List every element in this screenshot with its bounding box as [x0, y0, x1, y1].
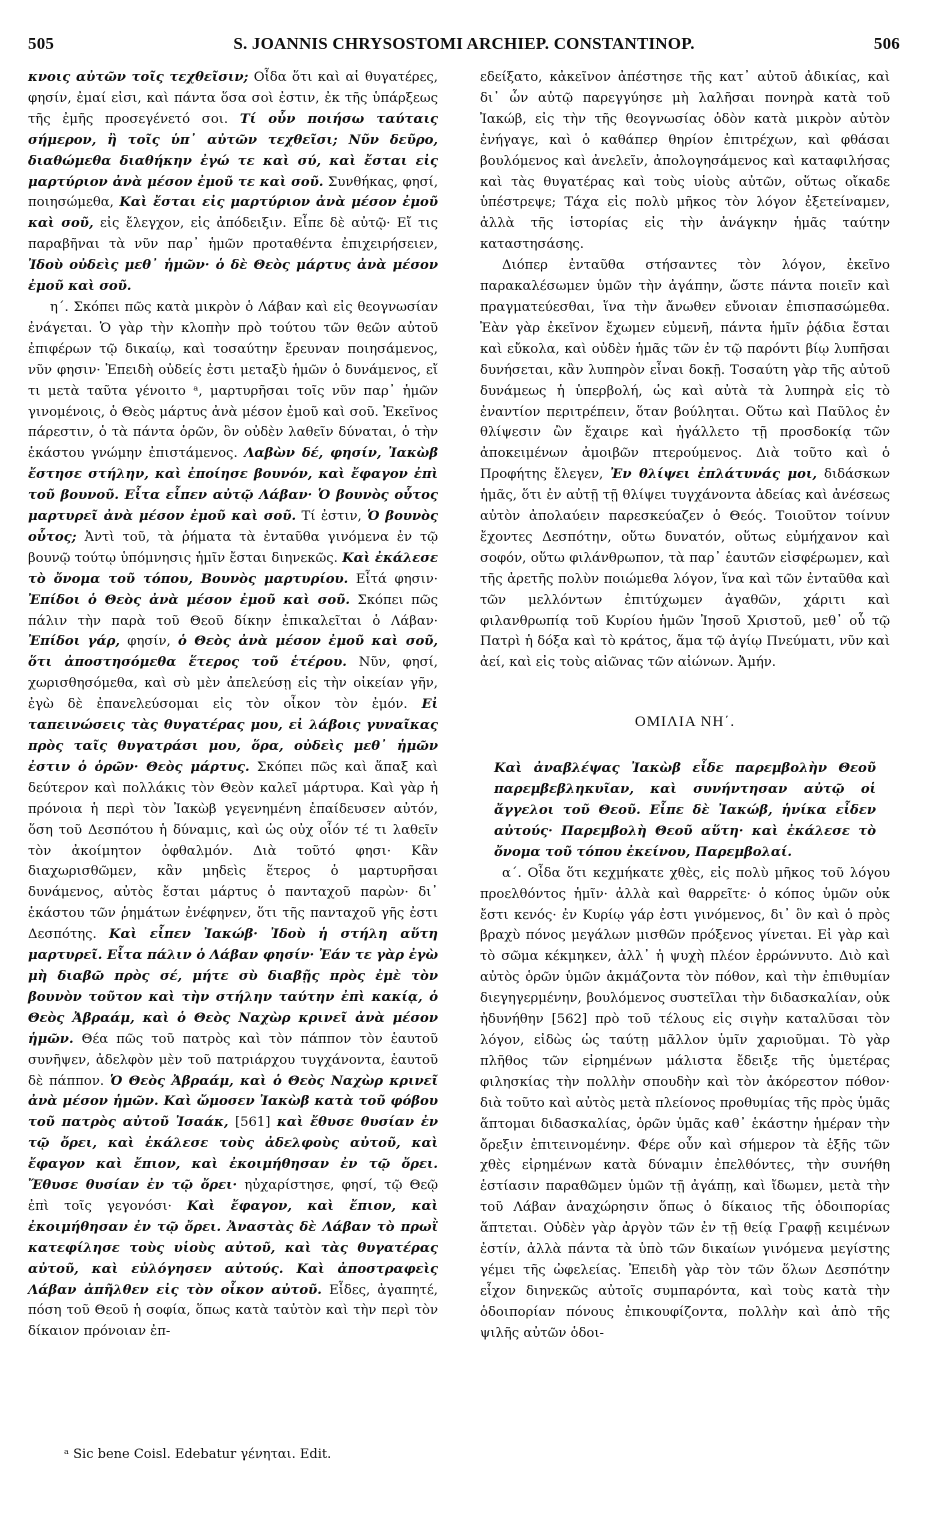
scripture-quote: Καὶ εἶπεν Ἰακώβ· Ἰδοὺ ἡ στήλη αὕτη μαρτυρεῖ. Εἶτα πάλιν ὁ Λάβαν φησίν· Ἐάν τε γὰρ ἐγὼ μὴ διαβῶ πρὸς σέ, μήτε σὺ διαβῇς πρὸς ἐμὲ τὸν βουνὸν τοῦτον καὶ τὴν στήλην ταύτην ἐπὶ κακίᾳ, ὁ Θεὸς Ἀβραάμ, καὶ ὁ Θεὸς Ναχὼρ κρινεῖ ἀνὰ μέσον ἡμῶν. [28, 927, 438, 1047]
scripture-quote: κνοις αὐτῶν τοῖς τεχθεῖσιν; [28, 70, 249, 85]
scripture-quote: Ἰδοὺ οὐδεὶς μεθ᾽ ἡμῶν· ὁ δὲ Θεὸς μάρτυς ἀνὰ μέσον ἐμοῦ καὶ σοῦ. [28, 258, 438, 295]
scripture-quote: Ἐν θλίψει ἐπλάτυνάς μοι, [610, 467, 817, 483]
text-run: Σκόπει πῶς καὶ ἅπαξ καὶ δεύτερον καὶ πολλάκις τὸν Θεὸν καλεῖ μάρτυρα. Καὶ γὰρ ἡ πρόνοια ἡ περὶ τὸν Ἰακὼβ γεγενημένη ἐπαίδευσεν αὐτόν, ὅση τοῦ Δεσπότου ἡ δύναμις, καὶ ὡς οὐχ οἷόν τέ τι λαθεῖν τὸν ἀκοίμητον ὀφθαλμόν. Διὰ τοῦτό φησι· Κἂν διαχωρισθῶμεν, κἂν μηδεὶς ἕτερος ὁ μαρτυρῆσαι δυνάμενος, αὐτὸς ἔσται μάρτυς ὁ πανταχοῦ παρὼν· δι᾽ ἑκάστου τῶν ῥημάτων ἐνέφηνεν, ὅτι τῆς πανταχοῦ γῆς ἐστι Δεσπότης. [28, 759, 438, 943]
page-number-left: 505 [28, 34, 55, 53]
page-number-right: 506 [873, 34, 900, 53]
paragraph-section-alpha: α΄. Οἶδα ὅτι κεχμήκατε χθὲς, εἰς πολὺ μῆκος τοῦ λόγου προελθόντος ἡμῖν· ἀλλὰ καὶ θαρρεῖτε· ὁ κόπος ὑμῶν οὐκ ἔστι κενός· ἐν Κυρίῳ γάρ ἐστι γινόμενος, δι᾽ ὃν καὶ ὁ πρὸς βραχὺ πόνος μεγάλων μισθῶν πρόξενος γίνεται. Εἰ γὰρ καὶ τὸ σῶμα κέκμηκεν, ἀλλ᾽ ἡ ψυχὴ πλέον ἐρρώννυτο. Διὸ καὶ αὐτὸς ὁρῶν ὑμῶν ἀκμάζοντα τὸν πόθον, καὶ τὴν ἐπιθυμίαν διεγηγερμένην, βουλόμενος συστεῖλαι τὴν διδασκαλίαν, οὐκ ἠδυνήθην [562] πρὸ τοῦ τέλους εἰς σιγὴν καταλῦσαι τὸν λόγον, εἰδὼς ὡς ταύτῃ μᾶλλον ὑμῖν χαριοῦμαι. Τὸ γὰρ πλῆθος τῶν εἰρημένων μάλιστα ἔδειξε τῆς ὑμετέρας φιλησκίας τὴν πολλὴν σπουδὴν καὶ τὸν ἀκόρεστον πόθον· διὰ τοῦτο καὶ αὐτὸς μετὰ πλείονος προθυμίας τῆς πρὸς ὑμᾶς ἅπτομαι διδασκαλίας, ὁρῶν ὑμᾶς καθ᾽ ἑκάστην ἡμέραν τὴν ὄρεξιν ἐπιτεινομένην. Φέρε οὖν καὶ σήμερον τὰ ἑξῆς τῶν χθὲς εἰρημένων κατὰ δύναμιν ἐπελθόντες, τὴν συνήθη ἑστίασιν παραθῶμεν ὑμῶν τῇ ἀγάπῃ, καὶ ἴδωμεν, μετὰ τὴν τοῦ Λάβαν ἀναχώρησιν ὅπως ὁ δίκαιος τῆς ὁδοιπορίας ἅπτεται. Οὐδὲν γὰρ ἀργὸν τῶν ἐν τῇ θείᾳ Γραφῇ κειμένων ἐστίν, ἀλλὰ πάντα τὰ ὑπὸ τῶν δικαίων γινόμενα μεγίστης γέμει τῆς ὠφελείας. Ἐπειδὴ γὰρ τὸν τῶν ὅλων Δεσπότην εἶχον διηνεκῶς αὐτοῖς συμπαρόντα, καὶ τοὺς κατὰ τὴν ὁδοιπορίαν πόνους ἐπικουφίζοντα, πολλὴν καὶ ἀπὸ τῆς ψιλῆς αὐτῶν ὁδοι- [480, 865, 890, 1341]
paragraph-exhortation [480, 256, 890, 674]
text-run: Σκόπει πῶς πάλιν τὴν παρὰ τοῦ Θεοῦ δίκην ἐπικαλεῖται ὁ Λάβαν· [28, 592, 438, 629]
scripture-quote: Καὶ ἔσται εἰς μαρτύριον ἀνὰ μέσον ἐμοῦ καὶ σοῦ, [28, 195, 438, 232]
right-column [480, 68, 890, 1345]
text-run: εἰς ἔλεγχον, εἰς ἀπόδειξιν. Εἶπε δὲ αὐτῷ· Εἴ τις παραβῆναι τὰ νῦν παρ᾽ ἡμῶν προταθέντα ἐπιχειρήσειεν, [28, 216, 439, 253]
text-run: η΄. Σκόπει πῶς κατὰ μικρὸν ὁ Λάβαν καὶ εἰς θεογνωσίαν ἐνάγεται. Ὁ γὰρ τὴν κλοπὴν πρὸ τούτου τῶν θεῶν αὐτοῦ ἐπιφέρων τῷ δικαίῳ, καὶ τοσαύτην ἔρευναν ποιησάμενος, νῦν φησιν· Ἐπειδὴ οὐδείς ἐστι μεταξὺ ἡμῶν ὁ δυνάμενος, εἴ τι μετὰ ταῦτα γένοιτο ᵃ, μαρτυρῆσαι τοῖς νῦν παρ᾽ ἡμῶν γινομένοις, ὁ Θεὸς μάρτυς ἀνὰ μέσον ἐμοῦ καὶ σοῦ. Ἐκεῖνος πάρεστιν, ὁ τὰ πάντα ὁρῶν, ὃν οὐδὲν λαθεῖν δύναται, ὁ τὴν ἑκάστου γνώμην ἐπιστάμενος. [28, 299, 438, 462]
text-run: Εἶδες, ἀγαπητέ, πόση τοῦ Θεοῦ ἡ σοφία, ὅπως κατὰ ταὐτὸν καὶ τὴν περὶ τὸν δίκαιον πρόνοιαν ἐπ- [28, 1282, 438, 1340]
text-run: Οἶδα ὅτι καὶ αἱ θυγατέρες, φησίν, ἐμαί εἰσι, καὶ πάντα ὅσα σοὶ ἐστιν, ἐκ τῆς ὑπάρξεως τῆς ἐμῆς προσεγένετό σοι. [28, 70, 438, 127]
text-run: φησίν, [119, 634, 178, 650]
text-run: [561] [228, 1115, 277, 1131]
scripture-quote: ὁ Θεὸς ἀνὰ μέσον ἐμοῦ καὶ σοῦ, ὅτι ἀποστησόμεθα ἕτερος τοῦ ἑτέρου. [28, 634, 438, 671]
scripture-quote: Εἰ ταπεινώσεις τὰς θυγατέρας μου, εἰ λάβοις γυναῖκας πρὸς ταῖς θυγατράσι μου, ὅρα, οὐδεὶς μεθ᾽ ἡμῶν ἐστιν ὁ ὁρῶν· Θεὸς μάρτυς. [28, 697, 438, 775]
paragraph-laban-covenant [28, 68, 438, 298]
text-run: διδάσκων ἡμᾶς, ὅτι ἐν αὐτῇ τῇ θλίψει τυγχάνοντα ἀδείας καὶ ἀνέσεως αὐτὸν ἀπολαύειν παρεσκεύαζεν ὁ Θεός. Τοιοῦτον τοίνυν ἔχοντες Δεσπότην, οὕτω δυνατόν, οὕτως εὐμήχανον καὶ σοφόν, οὕτω φιλάνθρωπον, τὰ παρ᾽ ἑαυτῶν εἰσφέρωμεν, καὶ τῆς ἀρετῆς πολὺν ποιώμεθα λόγον, ἵνα καὶ τῶν ἐνταῦθα καὶ τῶν μελλόντων ἐπιτύχωμεν ἀγαθῶν, χάριτι καὶ φιλανθρωπίᾳ τοῦ Κυρίου ἡμῶν Ἰησοῦ Χριστοῦ, μεθ᾽ οὗ τῷ Πατρὶ ἡ δόξα καὶ τὸ κράτος, ἅμα τῷ ἁγίῳ Πνεύματι, νῦν καὶ ἀεί, καὶ εἰς τοὺς αἰῶνας τῶν αἰώνων. Ἀμήν. [480, 467, 890, 671]
scripture-quote: Καὶ ἔφαγον, καὶ ἔπιον, καὶ ἐκοιμήθησαν ἐν τῷ ὄρει. Ἀναστὰς δὲ Λάβαν τὸ πρωῒ κατεφίλησε τοὺς υἱοὺς αὐτοῦ, καὶ τὰς θυγατέρας αὐτοῦ, καὶ εὐλόγησεν αὐτούς. Καὶ ἀποστραφεὶς Λάβαν ἀπῆλθεν εἰς τὸν οἶκον αὐτοῦ. [28, 1198, 438, 1298]
scripture-quote: Τί οὖν ποιήσω ταύταις σήμερον, ἢ τοῖς ὑπ᾽ αὐτῶν τεχθεῖσι; Νῦν δεῦρο, διαθώμεθα διαθήκην ἐγώ τε καὶ σύ, καὶ ἔσται εἰς μαρτύριον ἀνὰ μέσον ἐμοῦ τε καὶ σοῦ. [28, 111, 438, 190]
text-run: Νῦν, φησί, χωρισθησόμεθα, καὶ σὺ μὲν ἀπελεύσῃ εἰς τὴν οἰκείαν γῆν, ἐγὼ δὲ ἐπανελεύσομαι εἰς τὸν οἶκον τὸν ἐμόν. [28, 655, 438, 713]
scripture-quote: Ἐπίδοι ὁ Θεὸς ἀνὰ μέσον ἐμοῦ καὶ σοῦ. [28, 592, 350, 608]
text-run: ηὐχαρίστησε, φησί, τῷ Θεῷ ἐπὶ τοῖς γεγονόσι· [28, 1178, 438, 1214]
text-run: Εἶτά φησιν· [348, 571, 438, 587]
scripture-quote: Ἐπίδοι γάρ, [28, 634, 120, 650]
homily-lemma: Καὶ ἀναβλέψας Ἰακὼβ εἶδε παρεμβολὴν Θεοῦ παρεμβεβληκυῖαν, καὶ συνήντησαν αὐτῷ οἱ ἄγγελοι τοῦ Θεοῦ. Εἶπε δὲ Ἰακώβ, ἡνίκα εἶδεν αὐτούς· Παρεμβολὴ Θεοῦ αὕτη· καὶ ἐκάλεσε τὸ ὄνομα τοῦ τόπου ἐκείνου, Παρεμβολαί. [494, 761, 876, 860]
left-column [28, 68, 438, 1343]
text-run: Ἀντὶ τοῦ, τὰ ῥήματα τὰ ἐνταῦθα γινόμενα ἐν τῷ βουνῷ τούτῳ ὑπόμνησις ἡμῖν ἔσται διηνεκῶς. [28, 529, 438, 566]
text-run: Διόπερ ἐνταῦθα στήσαντες τὸν λόγον, ἐκεῖνο παρακαλέσωμεν ὑμῶν τὴν ἀγάπην, ὥστε πάντα ποιεῖν καὶ πραγματεύεσθαι, ἵνα τὴν ἄνωθεν εὔνοιαν ἐπισπασώμεθα. Ἐὰν γὰρ ἐκεῖνον ἔχωμεν εὐμενῆ, πάντα ἡμῖν ῥᾴδια ἔσται καὶ εὔκολα, καὶ οὐδὲν ἡμᾶς τῶν ἐν τῷ παρόντι βίῳ λυπῆσαι δυνήσεται, κἂν λυπηρὸν εἶναι δοκῇ. Τοσαύτη γὰρ τῆς αὐτοῦ δυνάμεως ἡ ὑπερβολή, ὡς καὶ αὐτὰ τὰ λυπηρὰ εἰς τὸ ἐναντίον περιτρέπειν, ὅταν βούληται. Οὕτω καὶ Παῦλος ἐν θλίψεσιν ὢν ἔχαιρε καὶ ἠγάλλετο τῇ προσδοκίᾳ τῶν ἀποκειμένων ἀμοιβῶν πτερούμενος. Διὰ τοῦτο καὶ ὁ Προφήτης ἔλεγεν, [480, 258, 890, 483]
text-run: Συνθήκας, φησί, ποιησώμεθα, [28, 174, 439, 211]
scripture-quote: Καὶ ἐκάλεσε τὸ ὄνομα τοῦ τόπου, Βουνὸς μαρτυρίου. [28, 550, 438, 587]
scripture-quote: Ὁ Θεὸς Ἀβραάμ, καὶ ὁ Θεὸς Ναχὼρ κρινεῖ ἀνὰ μέσον ἡμῶν. Καὶ ὤμοσεν Ἰακὼβ κατὰ τοῦ φόβου τοῦ πατρὸς αὐτοῦ Ἰσαάκ, [28, 1073, 438, 1131]
text-run: Θέα πῶς τοῦ πατρὸς καὶ τὸν πάππον τὸν ἑαυτοῦ συνῆψεν, ἀδελφὸν μὲν τοῦ πατριάρχου τυγχάνοντα, ἑαυτοῦ δὲ πάππον. [28, 1031, 438, 1089]
text-run: Τί ἐστιν, [296, 509, 368, 525]
paragraph-section-eta [28, 298, 438, 1343]
paragraph-continuation: εδείξατο, κἀκεῖνον ἀπέστησε τῆς κατ᾽ αὐτοῦ ἀδικίας, καὶ δι᾽ ὧν αὐτῷ παρεγγύησε μὴ λαλῆσαι πονηρὰ κατὰ τοῦ Ἰακώβ, εἰς τὴν τῆς θεογνωσίας ὁδὸν κατὰ μικρὸν αὐτὸν ἐνήγαγε, καὶ ὁ καθάπερ θηρίον ἐπιτρέχων, καὶ φθάσαι βουλόμενος καὶ ἀνελεῖν, ἀπολογησάμενος καὶ καταφιλήσας καὶ τὰς θυγατέρας καὶ τοὺς υἱοὺς αὐτῶν, οὕτως οἴκαδε ὑπέστρεψε; Τάχα εἰς πολὺ μῆκος τὸν λόγον ἐξετείναμεν, ἀλλὰ τῆς ἱστορίας εἰς τὴν ἀνάγκην ἡμᾶς ταύτην καταστησάσης. [480, 70, 890, 253]
homily-title: ΟΜΙΛΙΑ ΝΗ΄. [634, 714, 736, 731]
footnote: ᵃ Sic bene Coisl. Edebatur γένηται. Edit. [64, 1447, 332, 1462]
running-title: S. JOANNIS CHRYSOSTOMI ARCHIEP. CONSTANTINOP. [233, 34, 695, 53]
scripture-quote: καὶ ἔθυσε θυσίαν ἐν τῷ ὄρει, καὶ ἐκάλεσε τοὺς ἀδελφοὺς αὐτοῦ, καὶ ἔφαγον καὶ ἔπιον, καὶ ἐκοιμήθησαν ἐν τῷ ὄρει. Ἔθυσε θυσίαν ἐν τῷ ὄρει· [28, 1115, 438, 1194]
scripture-quote: Ὁ βουνὸς οὗτος; [28, 509, 438, 545]
scripture-quote: Λαβὼν δέ, φησίν, Ἰακὼβ ἔστησε στήλην, καὶ ἐποίησε βουνόν, καὶ ἔφαγον ἐπὶ τοῦ βουνοῦ. Εἶτα εἶπεν αὐτῷ Λάβαν· Ὁ βουνὸς οὗτος μαρτυρεῖ ἀνὰ μέσον ἐμοῦ καὶ σοῦ. [28, 446, 438, 525]
running-header [28, 34, 900, 58]
